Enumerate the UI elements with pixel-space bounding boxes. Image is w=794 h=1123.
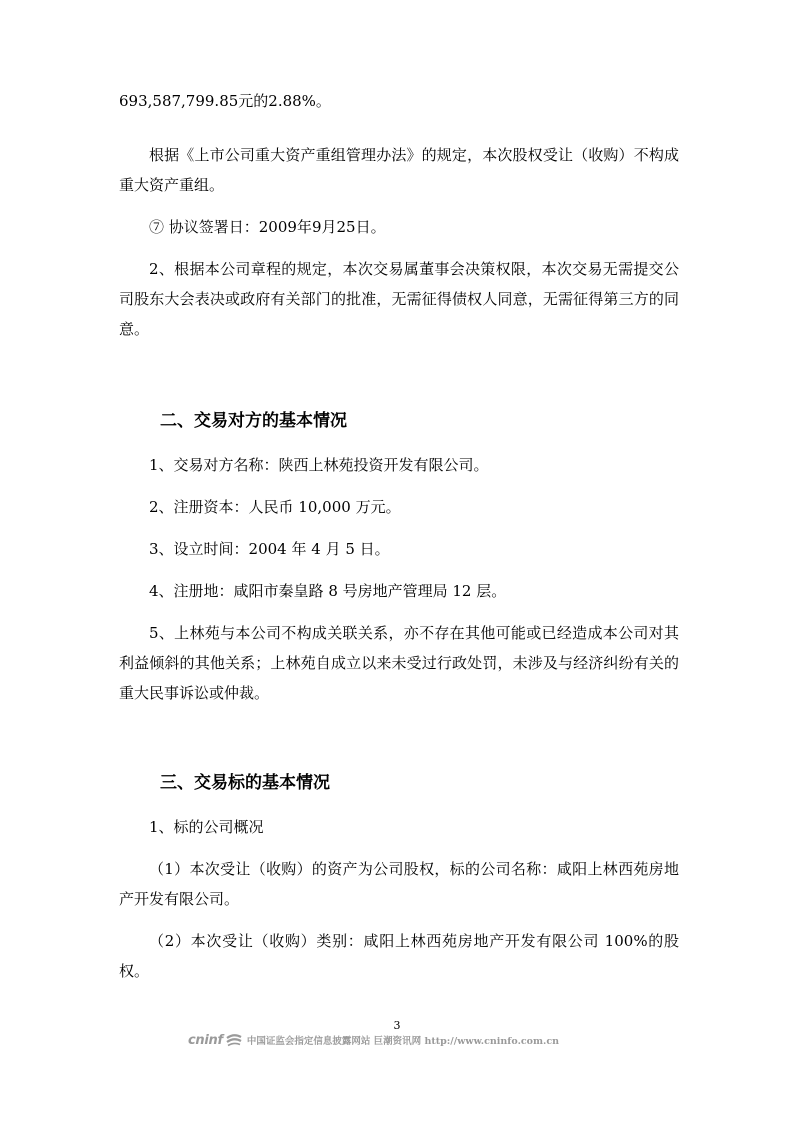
section-heading-target: 三、交易标的基本情况 <box>160 773 330 793</box>
paragraph-continuation: 693,587,799.85元的2.88%。 <box>119 92 331 110</box>
paragraph-approval-authority: 2、根据本公司章程的规定，本次交易属董事会决策权限，本次交易无需提交公司股东大会表决或政府有关部门的批准，无需征得债权人同意，无需征得第三方的同意。 <box>119 260 679 338</box>
list-item-establishment-date: 3、设立时间：2004 年 4 月 5 日。 <box>149 540 390 558</box>
section-heading-counterparty: 二、交易对方的基本情况 <box>160 411 347 431</box>
footer-banner <box>188 1031 559 1049</box>
footer-text: 中国证监会指定信息披露网站 巨潮资讯网 http://www.cninfo.com.cn <box>246 1036 560 1047</box>
list-item-registered-address: 4、注册地：咸阳市秦皇路 8 号房地产管理局 12 层。 <box>149 582 507 600</box>
paragraph-signing-date: ⑦ 协议签署日：2009年9月25日。 <box>149 218 386 236</box>
list-item-counterparty-name: 1、交易对方名称：陕西上林苑投资开发有限公司。 <box>149 456 489 474</box>
cninfo-logo-text: cninf <box>188 1032 223 1048</box>
list-item-target-category: （2）本次受让（收购）类别：咸阳上林西苑房地产开发有限公司 100%的股权。 <box>119 932 679 980</box>
list-item-relationship: 5、上林苑与本公司不构成关联关系，亦不存在其他可能或已经造成本公司对其利益倾斜的其他关系；上林苑自成立以来未受过行政处罚，未涉及与经济纠纷有关的重大民事诉讼或仲裁。 <box>119 624 679 702</box>
list-item-target-overview: 1、标的公司概况 <box>149 818 264 836</box>
paragraph-restructuring-rule: 根据《上市公司重大资产重组管理办法》的规定，本次股权受让（收购）不构成重大资产重组。 <box>119 146 679 194</box>
page-number: 3 <box>393 1019 401 1032</box>
cninfo-logo-icon <box>225 1033 243 1047</box>
list-item-registered-capital: 2、注册资本：人民币 10,000 万元。 <box>149 498 401 516</box>
list-item-target-name: （1）本次受让（收购）的资产为公司股权，标的公司名称：咸阳上林西苑房地产开发有限公司。 <box>119 860 679 908</box>
